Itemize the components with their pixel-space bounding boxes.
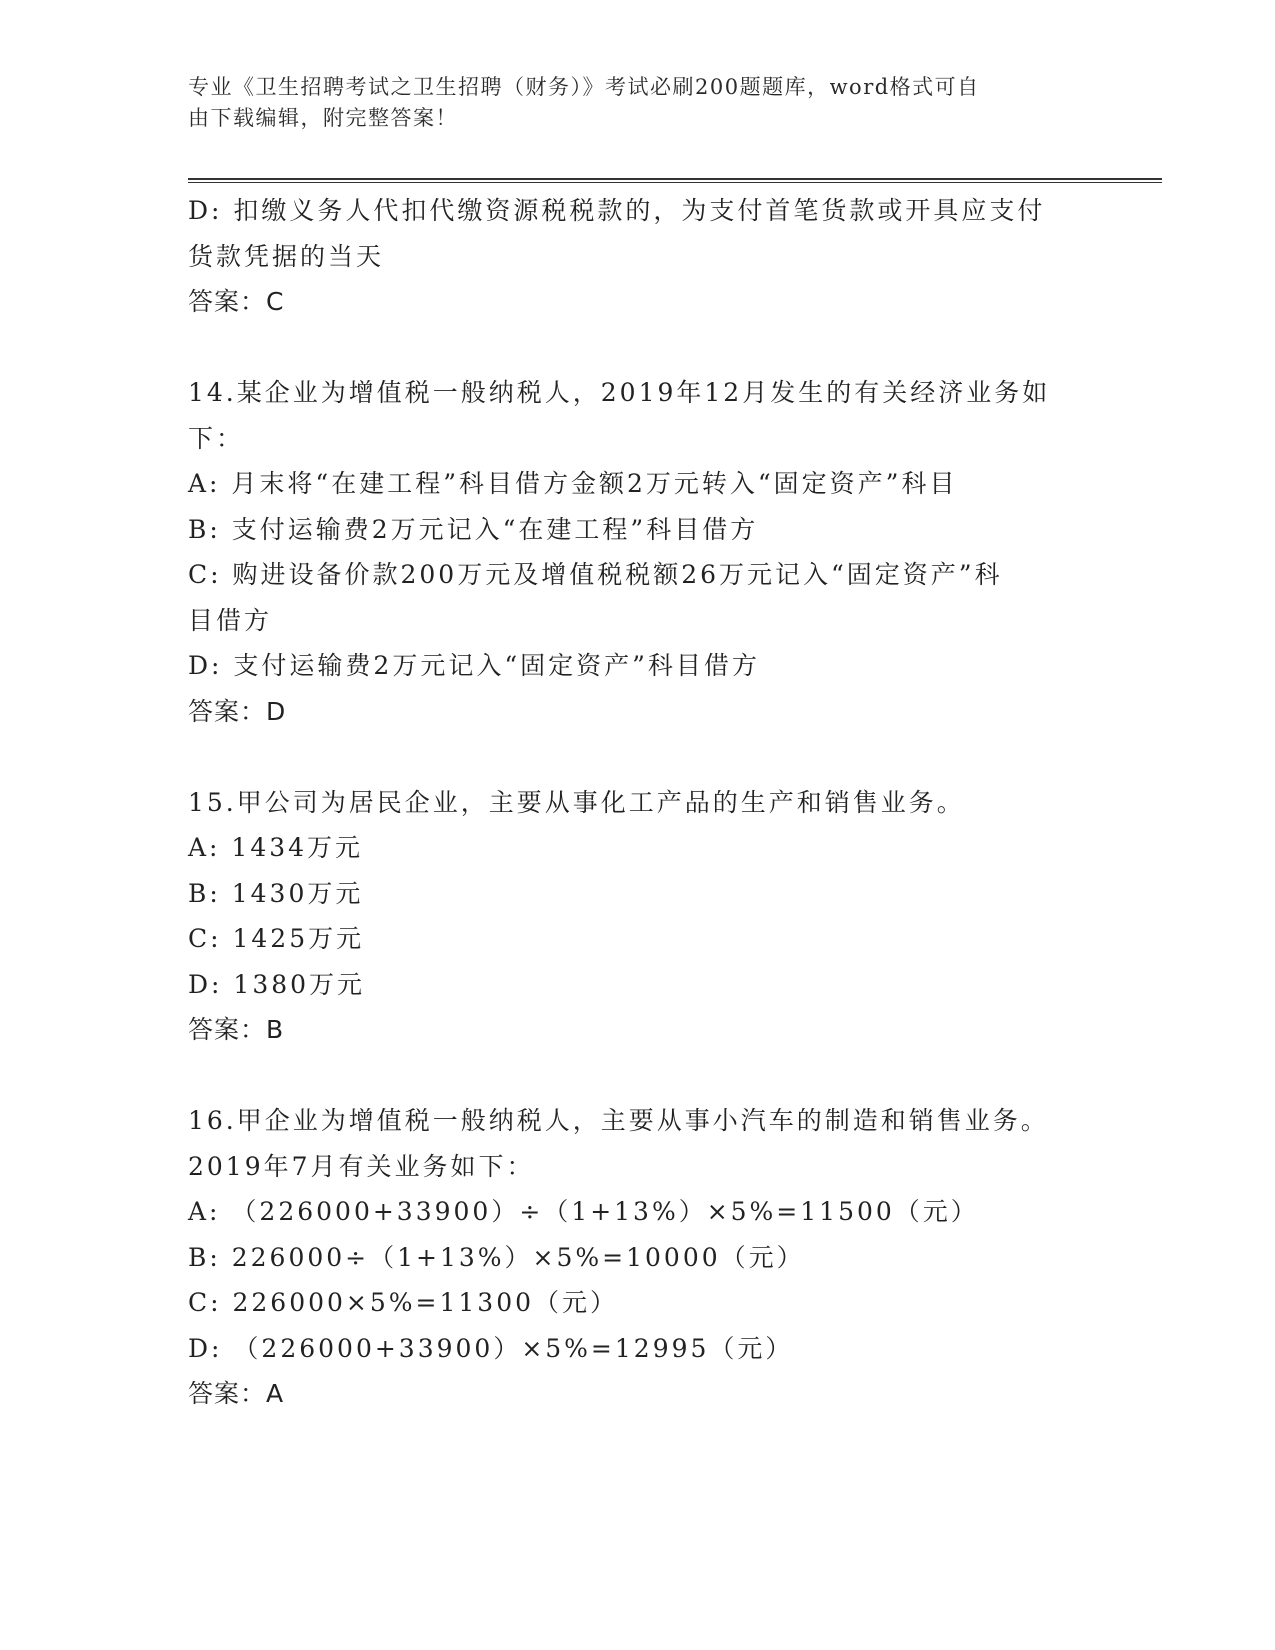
option-c: C: 1425万元 [188, 924, 365, 953]
question-16 [188, 1098, 1088, 1417]
option-d-line-1: D: 扣缴义务人代扣代缴资源税税款的，为支付首笔货款或开具应支付 [188, 196, 1046, 225]
option-c: C: 226000×5%=11300（元） [188, 1288, 619, 1317]
option-d: D: 1380万元 [188, 969, 366, 999]
option-d-line-2: 货款凭据的当天 [188, 241, 385, 271]
option-a: A: 月末将“在建工程”科目借方金额2万元转入“固定资产”科目 [188, 469, 958, 498]
option-b: B: 1430万元 [188, 878, 364, 908]
page-header [188, 72, 1068, 134]
question-stem: 15.甲公司为居民企业，主要从事化工产品的生产和销售业务。 [188, 787, 965, 817]
header-title-line-2: 由下载编辑，附完整答案！ [188, 106, 458, 130]
option-d: D: 支付运输费2万元记入“固定资产”科目借方 [188, 651, 760, 680]
option-c-line-2: 目借方 [188, 605, 273, 635]
answer-label: 答案：B [188, 1015, 285, 1044]
question-stem-line-2: 下： [188, 423, 245, 453]
option-a: A: （226000+33900）÷（1+13%）×5%=11500（元） [188, 1197, 979, 1226]
header-title-line-1: 专业《卫生招聘考试之卫生招聘（财务）》考试必刷200题题库，word格式可自 [188, 75, 980, 99]
previous-question-tail [188, 188, 1088, 325]
question-stem-line-1: 14.某企业为增值税一般纳税人，2019年12月发生的有关经济业务如 [188, 378, 1051, 407]
option-b: B: 226000÷（1+13%）×5%=10000（元） [188, 1242, 805, 1272]
answer-label: 答案：A [188, 1379, 285, 1408]
question-stem-line-2: 2019年7月有关业务如下： [188, 1151, 535, 1181]
answer-label: 答案：D [188, 696, 287, 726]
question-stem-line-1: 16.甲企业为增值税一般纳税人，主要从事小汽车的制造和销售业务。 [188, 1106, 1049, 1135]
question-15 [188, 780, 1088, 1053]
question-content [188, 188, 1088, 1417]
answer-label: 答案：C [188, 287, 285, 316]
spacer [188, 325, 1088, 371]
option-d: D: （226000+33900）×5%=12995（元） [188, 1333, 794, 1363]
question-14 [188, 370, 1088, 734]
option-a: A: 1434万元 [188, 833, 364, 862]
option-b: B: 支付运输费2万元记入“在建工程”科目借方 [188, 514, 759, 544]
header-divider [188, 178, 1162, 183]
spacer [188, 1053, 1088, 1099]
option-c-line-1: C: 购进设备价款200万元及增值税税额26万元记入“固定资产”科 [188, 560, 1003, 589]
spacer [188, 734, 1088, 780]
